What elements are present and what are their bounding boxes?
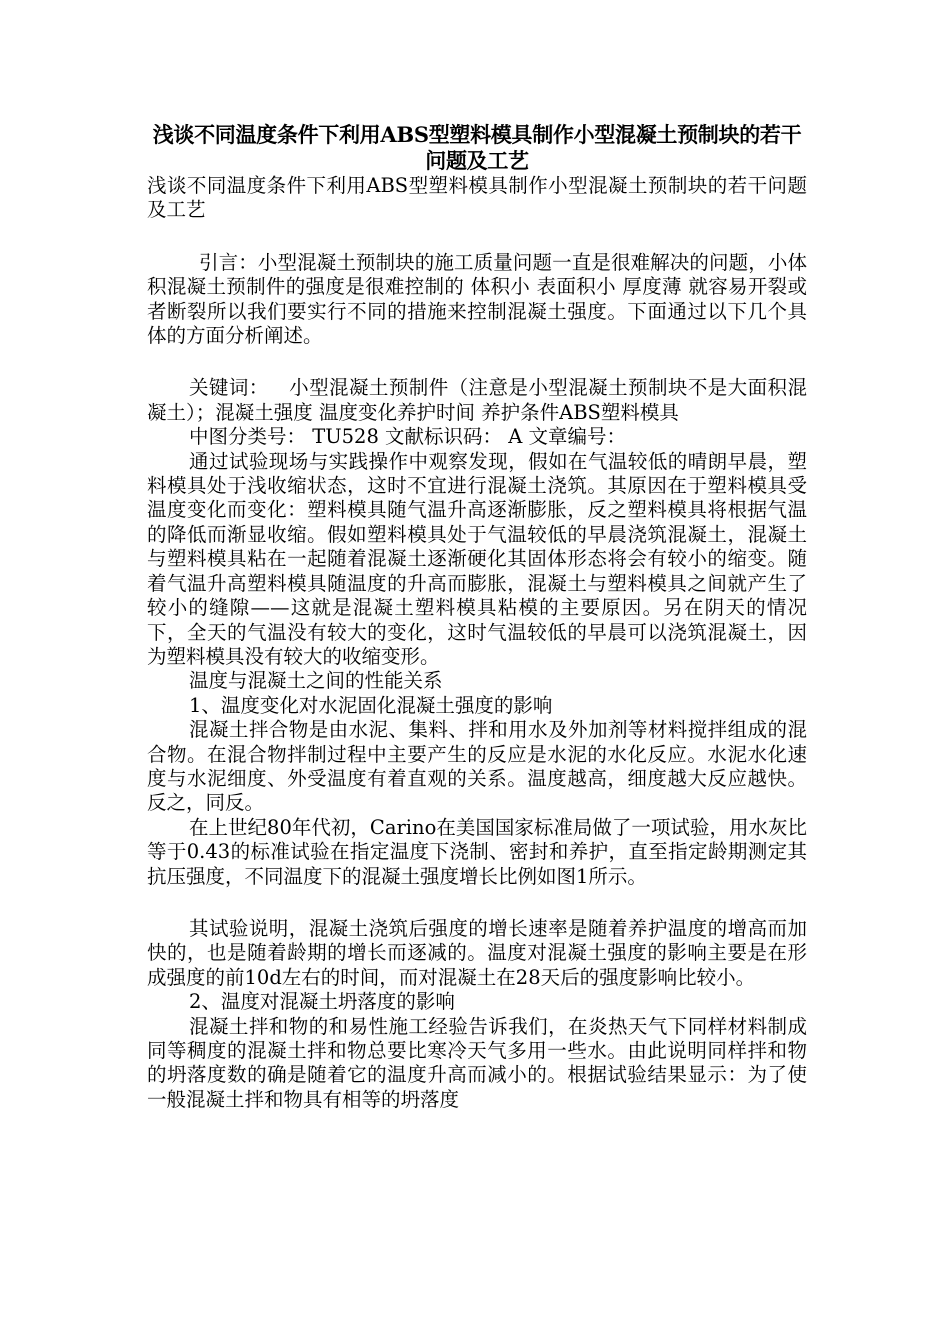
section-heading-relation: 温度与混凝土之间的性能关系 [189,669,443,693]
spacer [147,223,807,251]
mix-paragraph: 混凝土拌合物是由水泥、集料、拌和用水及外加剂等材料搅拌组成的混合物。在混合物拌制过程中主要产生的反应是水泥的水化反应。水泥水化速度与水泥细度、外受温度有着直观的关系。温度越高，细度越大反应越快。反之，同反。 [147,718,807,815]
intro-paragraph: 引言：小型混凝土预制块的施工质量问题一直是很难解决的问题，小体积混凝土预制件的强度是很难控制的 体积小 表面积小 厚度薄 就容易开裂或者断裂所以我们要实行不同的措施来控制混凝土强度。下面通过以下几个具体的方面分析阐述。 [147,250,807,348]
spacer [147,889,807,917]
document-title: 浅谈不同温度条件下利用ABS型塑料模具制作小型混凝土预制块的若干问题及工艺 [152,122,802,173]
classification-line: 中图分类号： TU528 文献标识码： A 文章编号： [189,425,627,449]
document-page [147,122,807,1112]
result-paragraph: 其试验说明，混凝土浇筑后强度的增长速率是随着养护温度的增高而加快的，也是随着龄期的增长而逐减的。温度对混凝土强度的影响主要是在形成强度的前10d左右的时间，而对混凝土在28天后的强度影响比较小。 [147,916,807,989]
spacer [147,348,807,376]
section-heading-1: 1、温度变化对水泥固化混凝土强度的影响 [189,693,553,717]
document-subtitle: 浅谈不同温度条件下利用ABS型塑料模具制作小型混凝土预制块的若干问题及工艺 [147,174,807,222]
slump-paragraph: 混凝土拌和物的和易性施工经验告诉我们，在炎热天气下同样材料制成同等稠度的混凝土拌和物总要比寒冷天气多用一些水。由此说明同样拌和物的坍落度数的确是随着它的温度升高而减小的。根据试验结果显示：为了使一般混凝土拌和物具有相等的坍落度 [147,1014,807,1111]
observation-paragraph: 通过试验现场与实践操作中观察发现，假如在气温较低的晴朗早晨，塑料模具处于浅收缩状态，这时不宜进行混凝土浇筑。其原因在于塑料模具受温度变化而变化：塑料模具随气温升高逐渐膨胀，反之塑料模具将根据气温的降低而渐显收缩。假如塑料模具处于气温较低的早晨浇筑混凝土，混凝土与塑料模具粘在一起随着混凝土逐渐硬化其固体形态将会有较小的缩变。随着气温升高塑料模具随温度的升高而膨胀，混凝土与塑料模具之间就产生了较小的缝隙——这就是混凝土塑料模具粘模的主要原因。另在阴天的情况下，全天的气温没有较大的变化，这时气温较低的早晨可以浇筑混凝土，因为塑料模具没有较大的收缩变形。 [147,449,807,668]
keywords-text: 小型混凝土预制件（注意是小型混凝土预制块不是大面积混凝土）；混凝土强度 温度变化养护时间 养护条件ABS塑料模具 [147,376,807,424]
carino-paragraph: 在上世纪80年代初，Carino在美国国家标准局做了一项试验，用水灰比等于0.43的标准试验在指定温度下浇制、密封和养护，直至指定龄期测定其抗压强度，不同温度下的混凝土强度增长比例如图1所示。 [147,815,807,888]
section-heading-2: 2、温度对混凝土坍落度的影响 [189,990,455,1014]
keywords-label: 关键词： [189,376,269,400]
keywords-paragraph [147,376,807,425]
